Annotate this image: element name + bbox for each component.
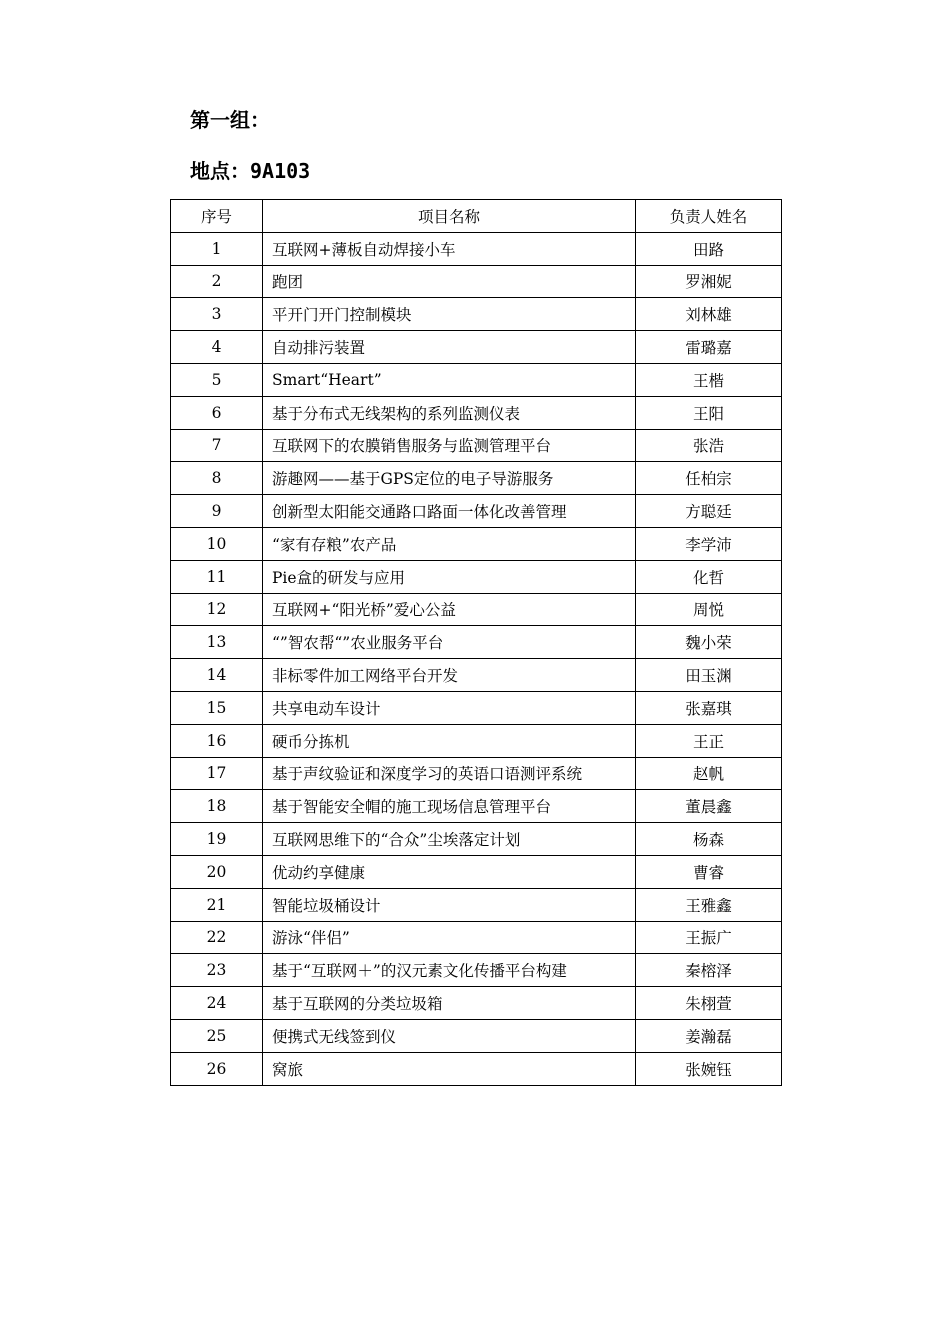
- cell-leader: 雷璐嘉: [636, 331, 782, 364]
- cell-number: 16: [171, 724, 263, 757]
- project-table: [170, 199, 782, 1086]
- cell-number: 24: [171, 987, 263, 1020]
- cell-number: 21: [171, 888, 263, 921]
- cell-leader: 王正: [636, 724, 782, 757]
- cell-project: Pie盒的研发与应用: [263, 560, 636, 593]
- cell-project: 互联网+“阳光桥”爱心公益: [263, 593, 636, 626]
- cell-number: 20: [171, 855, 263, 888]
- cell-leader: 方聪廷: [636, 495, 782, 528]
- cell-number: 26: [171, 1052, 263, 1085]
- cell-number: 3: [171, 298, 263, 331]
- location-label: 地点：: [190, 159, 250, 183]
- cell-project: 非标零件加工网络平台开发: [263, 659, 636, 692]
- cell-project: 窝旅: [263, 1052, 636, 1085]
- cell-leader: 杨森: [636, 823, 782, 856]
- table-row: [171, 232, 782, 265]
- cell-leader: 罗湘妮: [636, 265, 782, 298]
- cell-project: 基于分布式无线架构的系列监测仪表: [263, 396, 636, 429]
- cell-leader: 刘林雄: [636, 298, 782, 331]
- table-row: [171, 462, 782, 495]
- cell-number: 22: [171, 921, 263, 954]
- table-row: [171, 823, 782, 856]
- table-row: [171, 921, 782, 954]
- cell-project: 互联网+薄板自动焊接小车: [263, 232, 636, 265]
- cell-project: 基于声纹验证和深度学习的英语口语测评系统: [263, 757, 636, 790]
- cell-number: 1: [171, 232, 263, 265]
- cell-project: 平开门开门控制模块: [263, 298, 636, 331]
- table-row: [171, 659, 782, 692]
- cell-project: 优动约享健康: [263, 855, 636, 888]
- cell-project: 基于“互联网＋”的汉元素文化传播平台构建: [263, 954, 636, 987]
- cell-number: 12: [171, 593, 263, 626]
- header-leader: 负责人姓名: [636, 200, 782, 233]
- cell-number: 5: [171, 363, 263, 396]
- cell-number: 23: [171, 954, 263, 987]
- cell-project: “”智农帮“”农业服务平台: [263, 626, 636, 659]
- table-row: [171, 429, 782, 462]
- cell-project: 共享电动车设计: [263, 691, 636, 724]
- table-row: [171, 987, 782, 1020]
- table-header-row: [171, 200, 782, 233]
- table-row: [171, 757, 782, 790]
- cell-number: 4: [171, 331, 263, 364]
- cell-leader: 张浩: [636, 429, 782, 462]
- cell-number: 17: [171, 757, 263, 790]
- cell-number: 25: [171, 1019, 263, 1052]
- table-row: [171, 888, 782, 921]
- cell-project: 便携式无线签到仪: [263, 1019, 636, 1052]
- cell-project: 硬币分拣机: [263, 724, 636, 757]
- cell-leader: 张嘉琪: [636, 691, 782, 724]
- table-row: [171, 691, 782, 724]
- table-row: [171, 1052, 782, 1085]
- cell-project: 创新型太阳能交通路口路面一体化改善管理: [263, 495, 636, 528]
- cell-number: 14: [171, 659, 263, 692]
- cell-leader: 化哲: [636, 560, 782, 593]
- cell-number: 19: [171, 823, 263, 856]
- cell-leader: 田玉渊: [636, 659, 782, 692]
- table-body: [171, 232, 782, 1085]
- cell-leader: 赵帆: [636, 757, 782, 790]
- cell-number: 2: [171, 265, 263, 298]
- header-number: 序号: [171, 200, 263, 233]
- table-row: [171, 298, 782, 331]
- cell-project: 互联网思维下的“合众”尘埃落定计划: [263, 823, 636, 856]
- cell-number: 8: [171, 462, 263, 495]
- cell-project: 智能垃圾桶设计: [263, 888, 636, 921]
- cell-project: 自动排污装置: [263, 331, 636, 364]
- table-row: [171, 1019, 782, 1052]
- cell-leader: 王雅鑫: [636, 888, 782, 921]
- cell-leader: 张婉钰: [636, 1052, 782, 1085]
- table-row: [171, 593, 782, 626]
- cell-leader: 董晨鑫: [636, 790, 782, 823]
- cell-project: 基于互联网的分类垃圾箱: [263, 987, 636, 1020]
- cell-number: 10: [171, 527, 263, 560]
- cell-leader: 任柏宗: [636, 462, 782, 495]
- table-row: [171, 495, 782, 528]
- cell-leader: 王阳: [636, 396, 782, 429]
- table-row: [171, 363, 782, 396]
- cell-project: 基于智能安全帽的施工现场信息管理平台: [263, 790, 636, 823]
- location-value: 9A103: [250, 159, 311, 183]
- cell-number: 11: [171, 560, 263, 593]
- cell-leader: 朱栩萱: [636, 987, 782, 1020]
- table-row: [171, 855, 782, 888]
- table-row: [171, 790, 782, 823]
- cell-leader: 李学沛: [636, 527, 782, 560]
- cell-project: 跑团: [263, 265, 636, 298]
- cell-project: Smart“Heart”: [263, 363, 636, 396]
- group-title: 第一组：: [190, 108, 270, 132]
- cell-leader: 王楷: [636, 363, 782, 396]
- table-row: [171, 527, 782, 560]
- cell-number: 6: [171, 396, 263, 429]
- cell-project: 游趣网——基于GPS定位的电子导游服务: [263, 462, 636, 495]
- table-row: [171, 396, 782, 429]
- table-row: [171, 265, 782, 298]
- table-row: [171, 626, 782, 659]
- cell-number: 18: [171, 790, 263, 823]
- cell-leader: 姜瀚磊: [636, 1019, 782, 1052]
- cell-leader: 魏小荣: [636, 626, 782, 659]
- cell-number: 9: [171, 495, 263, 528]
- cell-number: 13: [171, 626, 263, 659]
- cell-project: “家有存粮”农产品: [263, 527, 636, 560]
- cell-number: 7: [171, 429, 263, 462]
- cell-leader: 曹睿: [636, 855, 782, 888]
- table-row: [171, 560, 782, 593]
- cell-project: 游泳“伴侣”: [263, 921, 636, 954]
- table-row: [171, 724, 782, 757]
- cell-number: 15: [171, 691, 263, 724]
- cell-leader: 秦榕泽: [636, 954, 782, 987]
- location-line: [190, 159, 310, 183]
- cell-project: 互联网下的农膜销售服务与监测管理平台: [263, 429, 636, 462]
- table-row: [171, 331, 782, 364]
- cell-leader: 王振广: [636, 921, 782, 954]
- cell-leader: 田路: [636, 232, 782, 265]
- header-project: 项目名称: [263, 200, 636, 233]
- table-row: [171, 954, 782, 987]
- cell-leader: 周悦: [636, 593, 782, 626]
